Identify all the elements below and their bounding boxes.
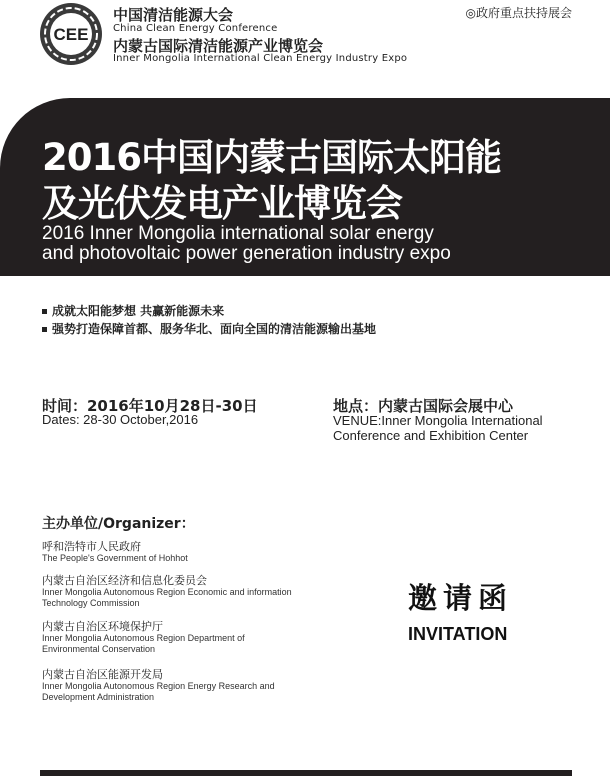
- invitation-title-en: INVITATION: [408, 624, 508, 644]
- organizer-name-zh: 呼和浩特市人民政府: [42, 540, 141, 553]
- title-en-line-1: 2016 Inner Mongolia international solar energy: [42, 223, 434, 244]
- organizer-name-zh: 内蒙古自治区环境保护厅: [42, 620, 163, 633]
- slogan-item: [42, 320, 376, 337]
- bullet-icon: [42, 309, 47, 314]
- title-zh-line-2: 及光伏发电产业博览会: [42, 182, 402, 225]
- slogan-text: 强势打造保障首都、服务华北、面向全国的清洁能源输出基地: [52, 322, 377, 336]
- logo-text: CEE: [53, 25, 89, 44]
- conference-name-zh: 中国清洁能源大会: [113, 6, 234, 24]
- bullet-icon: [42, 327, 47, 332]
- event-venue-zh: 地点：内蒙古国际会展中心: [333, 397, 514, 415]
- slogan-item: [42, 302, 224, 319]
- event-venue-en: VENUE:Inner Mongolia International Conference and Exhibition Center: [333, 413, 543, 443]
- expo-name-en: Inner Mongolia International Clean Energy Industry Expo: [113, 53, 408, 64]
- expo-name-zh: 内蒙古国际清洁能源产业博览会: [113, 37, 324, 55]
- title-zh-line-1: 2016中国内蒙古国际太阳能: [42, 136, 501, 179]
- event-time-zh: 时间：2016年10月28日-30日: [42, 397, 258, 415]
- conference-name-en: China Clean Energy Conference: [113, 23, 278, 34]
- organizer-name-en: Inner Mongolia Autonomous Region Energy Research and Development Administration: [42, 681, 275, 702]
- footer-divider: [40, 770, 572, 776]
- organizers-heading: 主办单位/Organizer：: [42, 516, 195, 532]
- organizer-name-en: Inner Mongolia Autonomous Region Department of Environmental Conservation: [42, 633, 245, 654]
- slogan-text: 成就太阳能梦想 共赢新能源未来: [52, 304, 225, 318]
- government-support-label: ◎政府重点扶持展会: [465, 6, 572, 20]
- title-en-line-2: and photovoltaic power generation industry expo: [42, 243, 451, 264]
- cee-logo: [39, 2, 103, 66]
- organizer-name-zh: 内蒙古自治区经济和信息化委员会: [42, 574, 207, 587]
- organizer-name-en: Inner Mongolia Autonomous Region Economic and information Technology Commission: [42, 587, 292, 608]
- event-time-en: Dates: 28-30 October,2016: [42, 412, 199, 427]
- organizer-name-zh: 内蒙古自治区能源开发局: [42, 668, 163, 681]
- invitation-title-zh: 邀请函: [408, 581, 514, 615]
- organizer-name-en: The People's Government of Hohhot: [42, 553, 188, 563]
